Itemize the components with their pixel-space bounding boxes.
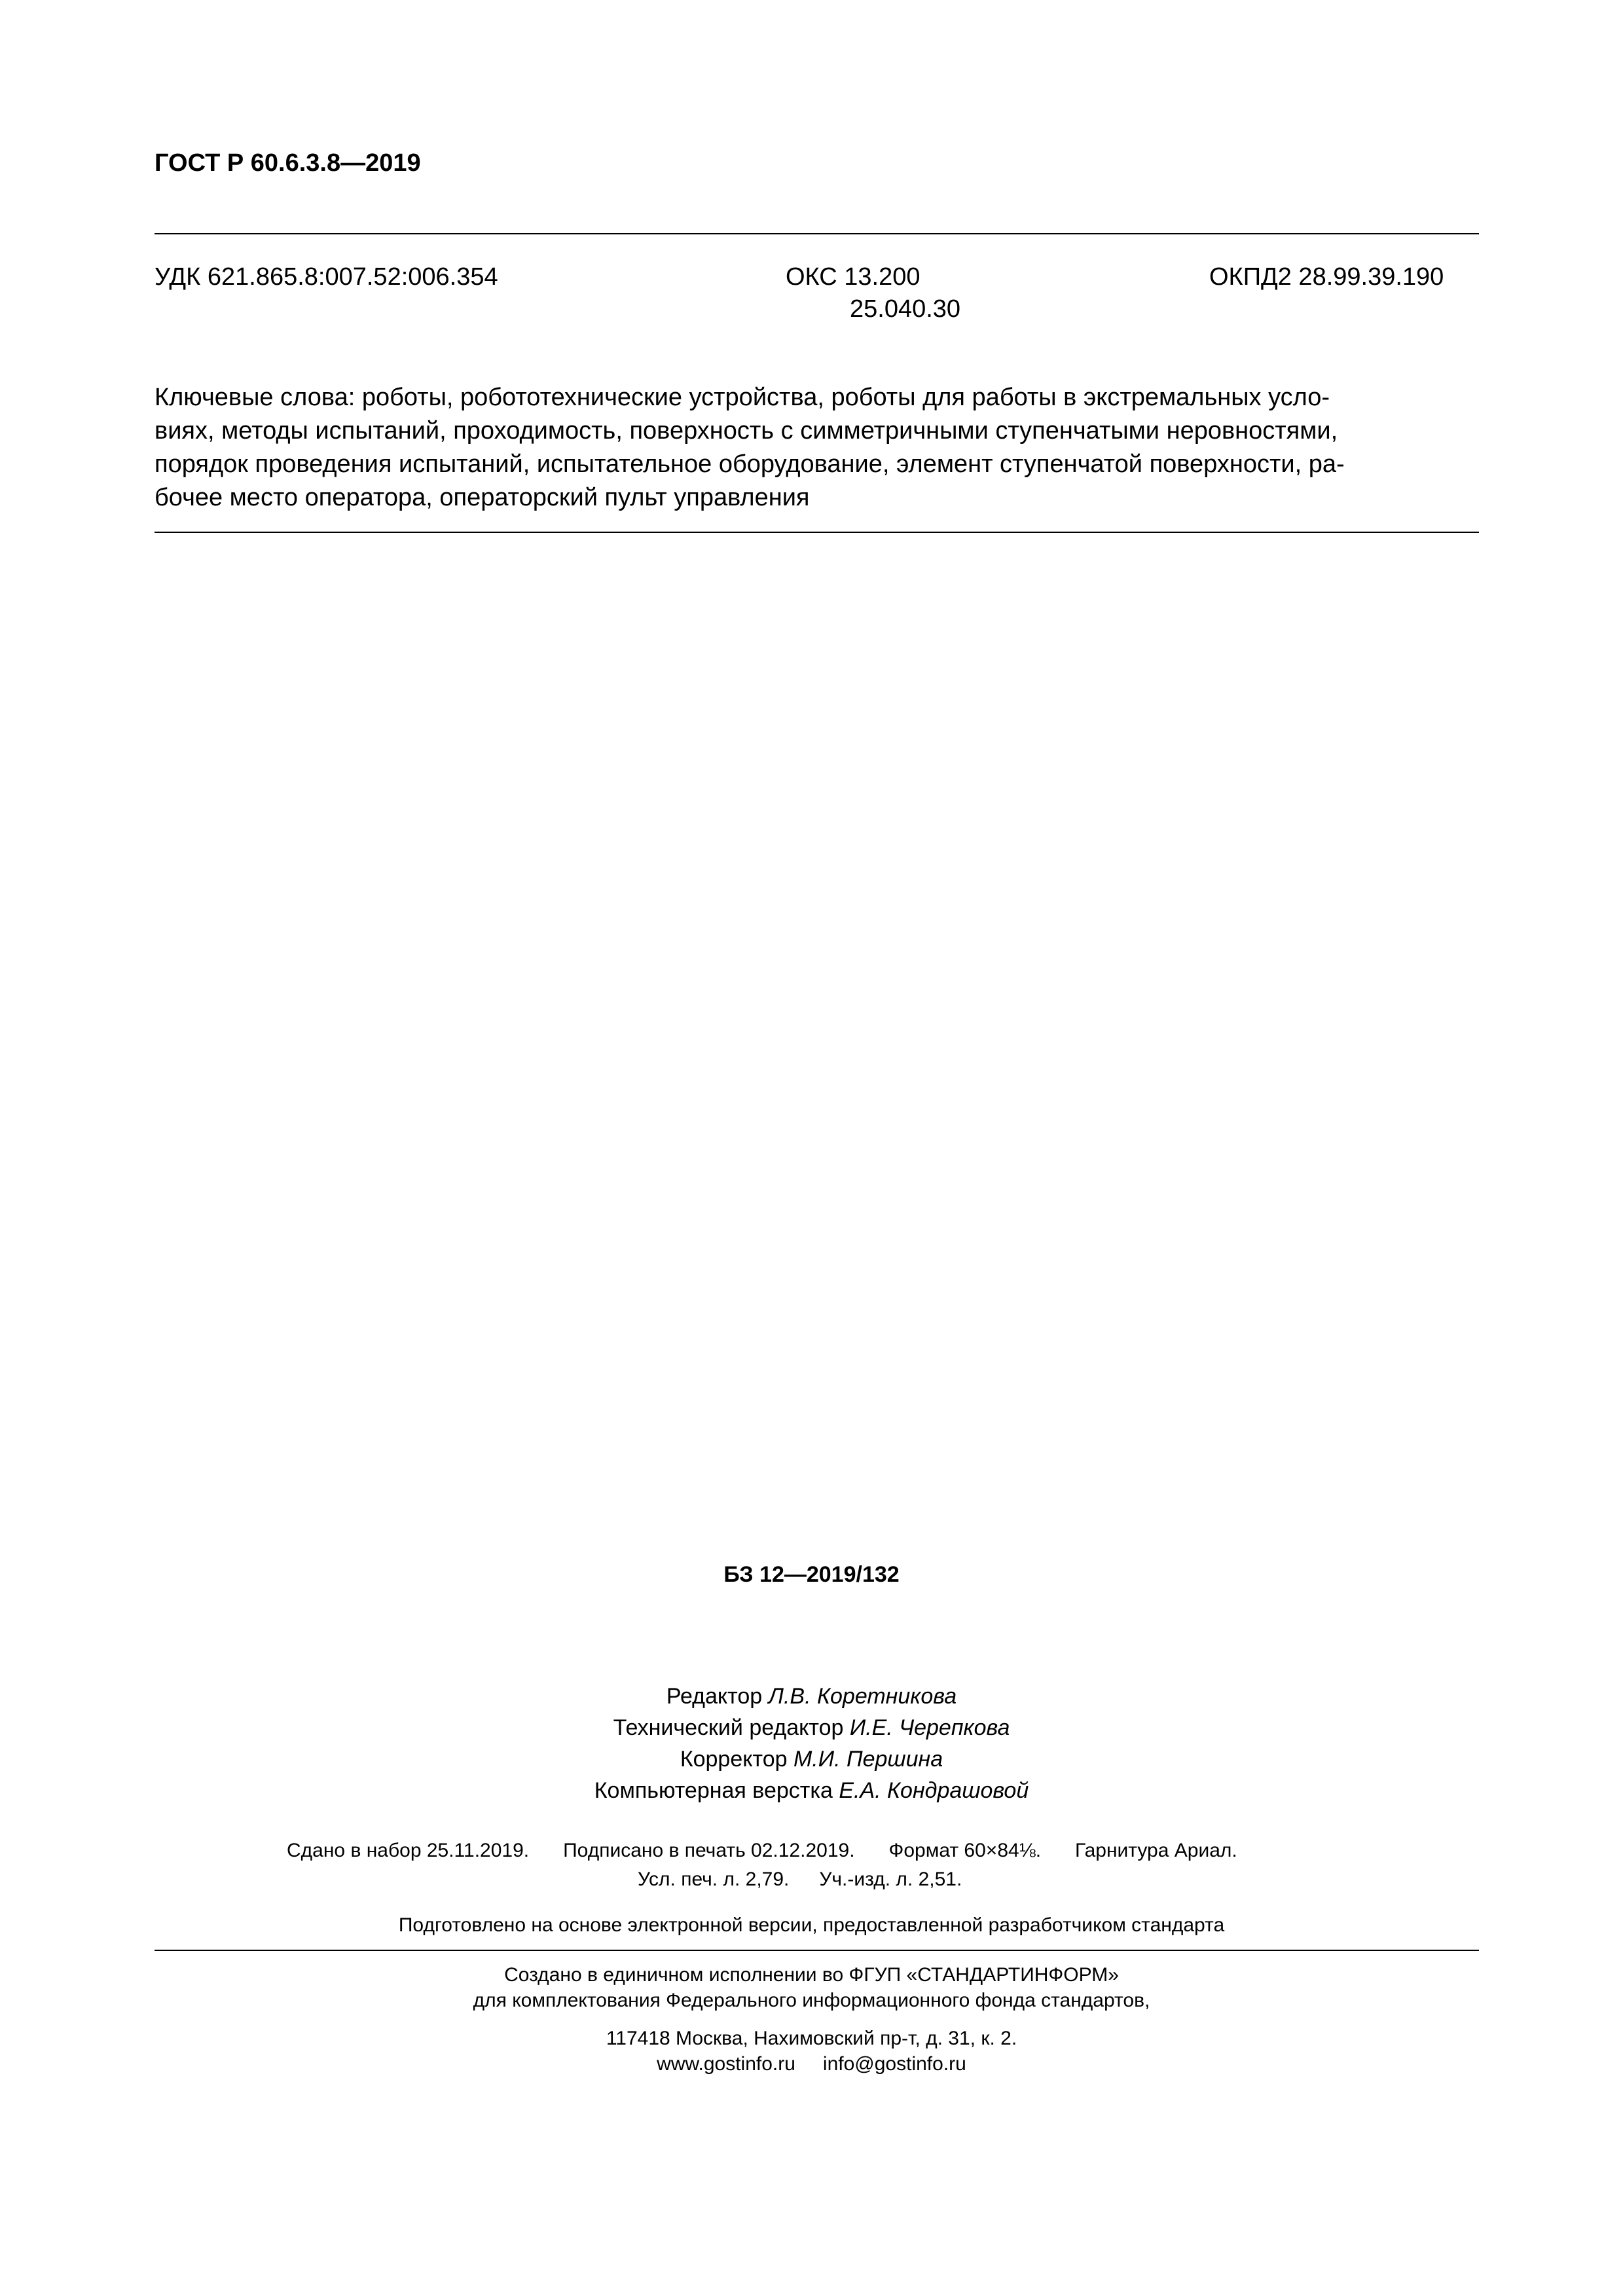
credit-role: Редактор [666,1684,763,1709]
bz-number: БЗ 12—2019/132 [723,1562,900,1587]
keywords-line: порядок проведения испытаний, испытательное оборудование, элемент ступенчатой поверхности, ра- [155,450,1345,478]
credit-tech-editor [0,1712,1623,1743]
publisher-line-1: Создано в единичном исполнении во ФГУП «СТАНДАРТИНФОРМ» [504,1964,1119,1986]
credit-role: Корректор [680,1747,788,1772]
credits-block [0,1681,1623,1806]
publisher-contacts [0,2051,1623,2077]
print-info-line-2 [638,1867,962,1893]
print-info-line-1 [287,1838,1237,1864]
oks-code-2: 25.040.30 [850,295,961,323]
footer-divider [155,1950,1479,1951]
website-link[interactable]: www.gostinfo.ru [657,2053,795,2075]
okpd-code: ОКПД2 28.99.39.190 [1209,263,1444,291]
uch-izd: Уч.-изд. л. 2,51. [819,1868,962,1890]
keywords-line: Ключевые слова: роботы, робототехнические устройства, роботы для работы в экстремальных усло- [155,384,1330,411]
credit-layout [0,1775,1623,1806]
document-code: ГОСТ Р 60.6.3.8—2019 [155,149,421,177]
keywords-paragraph [155,381,1479,515]
credit-name: И.Е. Черепкова [849,1715,1010,1740]
keywords-line: виях, методы испытаний, проходимость, поверхность с симметричными ступенчатыми неровностями, [155,417,1338,445]
udk-code: УДК 621.865.8:007.52:006.354 [155,263,498,291]
keywords-line: бочее место оператора, операторский пульт управления [155,484,810,511]
usl-pech: Усл. печ. л. 2,79. [638,1868,790,1890]
credit-role: Технический редактор [613,1715,844,1740]
oks-code-1: ОКС 13.200 [786,263,921,291]
credit-name: М.И. Першина [793,1747,943,1772]
submitted-date: Сдано в набор 25.11.2019. [287,1840,530,1861]
email-link[interactable]: info@gostinfo.ru [822,2053,966,2075]
prepared-note: Подготовлено на основе электронной версии, предоставленной разработчиком стандарта [398,1914,1225,1936]
top-divider [155,233,1479,234]
paper-format: Формат 60×84⅛. [888,1840,1042,1861]
credit-name: Е.А. Кондрашовой [839,1778,1029,1803]
typeface: Гарнитура Ариал. [1075,1840,1237,1861]
keywords-divider [155,532,1479,533]
credit-name: Л.В. Коретникова [768,1684,957,1709]
credit-editor [0,1681,1623,1712]
publisher-address: 117418 Москва, Нахимовский пр-т, д. 31, к. 2. [606,2028,1017,2049]
credit-role: Компьютерная верстка [594,1778,833,1803]
publisher-line-2: для комплектования Федерального информационного фонда стандартов, [473,1990,1150,2011]
credit-corrector [0,1743,1623,1775]
signed-date: Подписано в печать 02.12.2019. [563,1840,855,1861]
